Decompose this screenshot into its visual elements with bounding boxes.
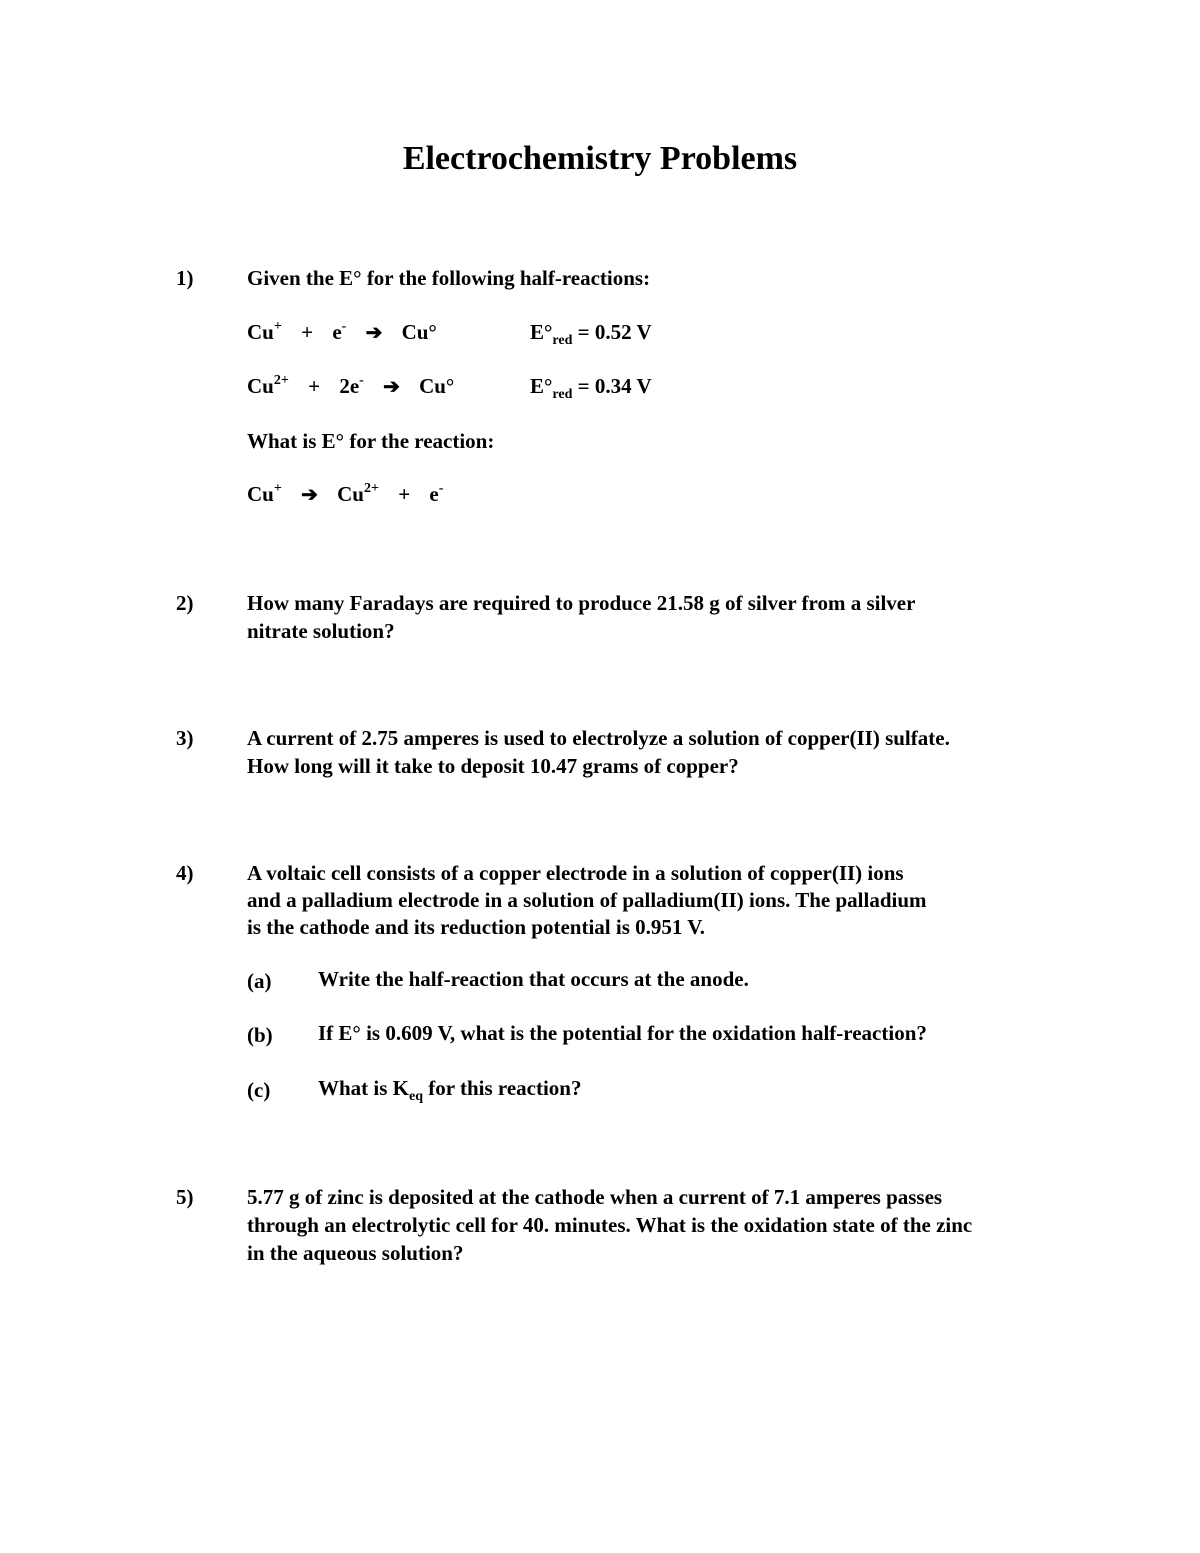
question-4-line: A voltaic cell consists of a copper electrode in a solution of copper(II) ions bbox=[247, 861, 904, 885]
page-title: Electrochemistry Problems bbox=[402, 140, 798, 177]
question-4-line: is the cathode and its reduction potential is 0.951 V. bbox=[247, 915, 705, 939]
question-1-number: 1) bbox=[176, 266, 194, 290]
question-5-line: through an electrolytic cell for 40. minutes. What is the oxidation state of the zinc bbox=[247, 1213, 973, 1237]
part-b-text: If E° is 0.609 V, what is the potential for the oxidation half-reaction? bbox=[318, 1021, 927, 1045]
plus-sign: + bbox=[301, 320, 314, 344]
question-4-line: and a palladium electrode in a solution of palladium(II) ions. The palladium bbox=[247, 888, 927, 912]
electron: 2e bbox=[339, 374, 360, 398]
question-5-line: in the aqueous solution? bbox=[247, 1241, 464, 1265]
half-reaction-1 bbox=[247, 318, 437, 347]
potential-subscript: red bbox=[552, 387, 573, 402]
arrow-icon: ➔ bbox=[301, 484, 318, 506]
electron-charge: - bbox=[341, 319, 347, 334]
part-c-text bbox=[318, 1076, 582, 1104]
part-c-label: (c) bbox=[247, 1078, 271, 1102]
charge: + bbox=[273, 481, 282, 496]
half-reaction-1-potential bbox=[530, 320, 652, 348]
product-charge: 2+ bbox=[363, 481, 379, 496]
product: Cu bbox=[337, 482, 364, 506]
charge: + bbox=[273, 319, 282, 334]
question-3-line: How long will it take to deposit 10.47 grams of copper? bbox=[247, 754, 739, 778]
question-2-line: How many Faradays are required to produce 21.58 g of silver from a silver bbox=[247, 591, 916, 615]
question-2-number: 2) bbox=[176, 591, 194, 615]
part-b-label: (b) bbox=[247, 1023, 273, 1047]
product: Cu° bbox=[401, 320, 437, 344]
question-5-number: 5) bbox=[176, 1185, 194, 1209]
question-2-line: nitrate solution? bbox=[247, 619, 395, 643]
question-1-intro: Given the E° for the following half-reactions: bbox=[247, 266, 651, 290]
electron: e bbox=[332, 320, 342, 344]
plus-sign: + bbox=[398, 482, 411, 506]
question-5-line: 5.77 g of zinc is deposited at the cathode when a current of 7.1 amperes passes bbox=[247, 1185, 943, 1209]
reactant: Cu bbox=[247, 374, 274, 398]
potential-symbol: E° bbox=[530, 320, 553, 344]
part-c-post: for this reaction? bbox=[423, 1076, 582, 1100]
potential-symbol: E° bbox=[530, 374, 553, 398]
potential-subscript: red bbox=[552, 333, 573, 348]
electron-charge: - bbox=[438, 481, 444, 496]
half-reaction-2-potential bbox=[530, 374, 652, 402]
question-3-number: 3) bbox=[176, 726, 194, 750]
electron-charge: - bbox=[359, 373, 364, 388]
electron: e bbox=[429, 482, 439, 506]
part-c-pre: What is K bbox=[318, 1076, 410, 1100]
product: Cu° bbox=[419, 374, 455, 398]
plus-sign: + bbox=[308, 374, 321, 398]
question-3-line: A current of 2.75 amperes is used to electrolyze a solution of copper(II) sulfate. bbox=[247, 726, 950, 750]
question-1-prompt: What is E° for the reaction: bbox=[247, 429, 495, 453]
part-a-text: Write the half-reaction that occurs at the anode. bbox=[318, 967, 749, 991]
reactant: Cu bbox=[247, 320, 274, 344]
arrow-icon: ➔ bbox=[365, 322, 383, 344]
keq-subscript: eq bbox=[409, 1089, 424, 1104]
part-a-label: (a) bbox=[247, 969, 272, 993]
potential-value: = 0.34 V bbox=[572, 374, 652, 398]
question-4-number: 4) bbox=[176, 861, 194, 885]
charge: 2+ bbox=[273, 373, 289, 388]
arrow-icon: ➔ bbox=[383, 376, 400, 398]
reactant: Cu bbox=[247, 482, 274, 506]
potential-value: = 0.52 V bbox=[572, 320, 652, 344]
half-reaction-2 bbox=[247, 372, 454, 401]
target-reaction bbox=[247, 480, 443, 509]
